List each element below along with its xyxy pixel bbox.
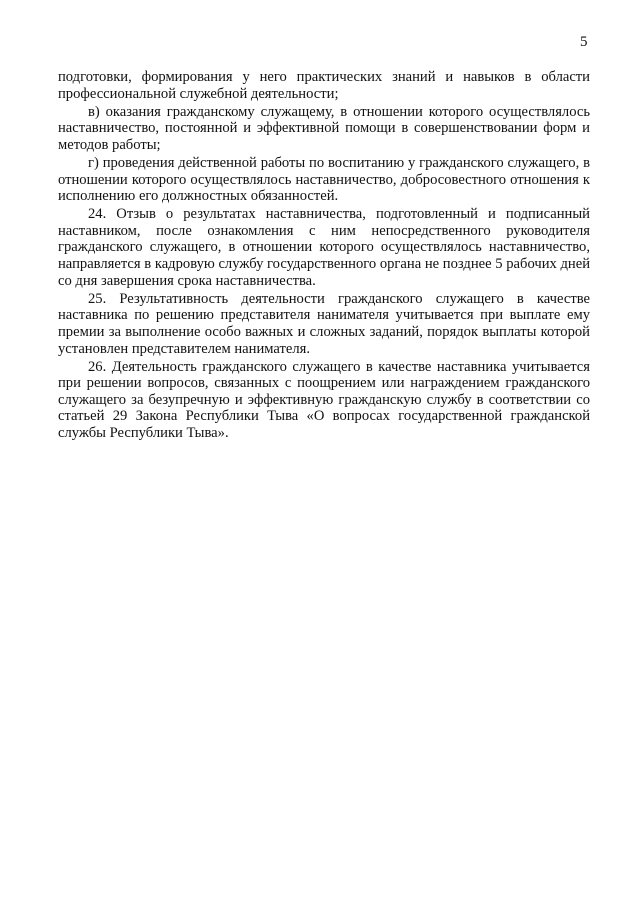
document-body: [58, 69, 590, 443]
paragraph-item-g: г) проведения действенной работы по воспитанию у гражданского служащего, в отношении которого осуществлялось наставничество, добросовестного отношения к исполнению его должностных обязанностей.: [58, 154, 590, 205]
paragraph-26: 26. Деятельность гражданского служащего в качестве наставника учитывается при решении вопросов, связанных с поощрением или награждением гражданского служащего за безупречную и эффективную гражданскую службу в соответствии со статьей 29 Закона Республики Тыва «О вопросах государственной гражданской службы Республики Тыва».: [58, 358, 590, 441]
paragraph-continuation: подготовки, формирования у него практических знаний и навыков в области профессиональной служебной деятельности;: [58, 69, 590, 102]
paragraph-24: 24. Отзыв о результатах наставничества, подготовленный и подписанный наставником, после ознакомления с ним непосредственного руководителя гражданского служащего, в отношении которого осуществлялось наставничество, направляется в кадровую службу государственного органа не позднее 5 рабочих дней со дня завершения срока наставничества.: [58, 206, 590, 289]
paragraph-25: 25. Результативность деятельности гражданского служащего в качестве наставника по решению представителя нанимателя учитывается при выплате ему премии за выполнение особо важных и сложных заданий, порядок выплаты которой установлен представителем нанимателя.: [58, 290, 590, 357]
paragraph-item-v: в) оказания гражданскому служащему, в отношении которого осуществлялось наставничество, постоянной и эффективной помощи в совершенствовании форм и методов работы;: [58, 103, 590, 153]
page-number: 5: [580, 34, 588, 50]
